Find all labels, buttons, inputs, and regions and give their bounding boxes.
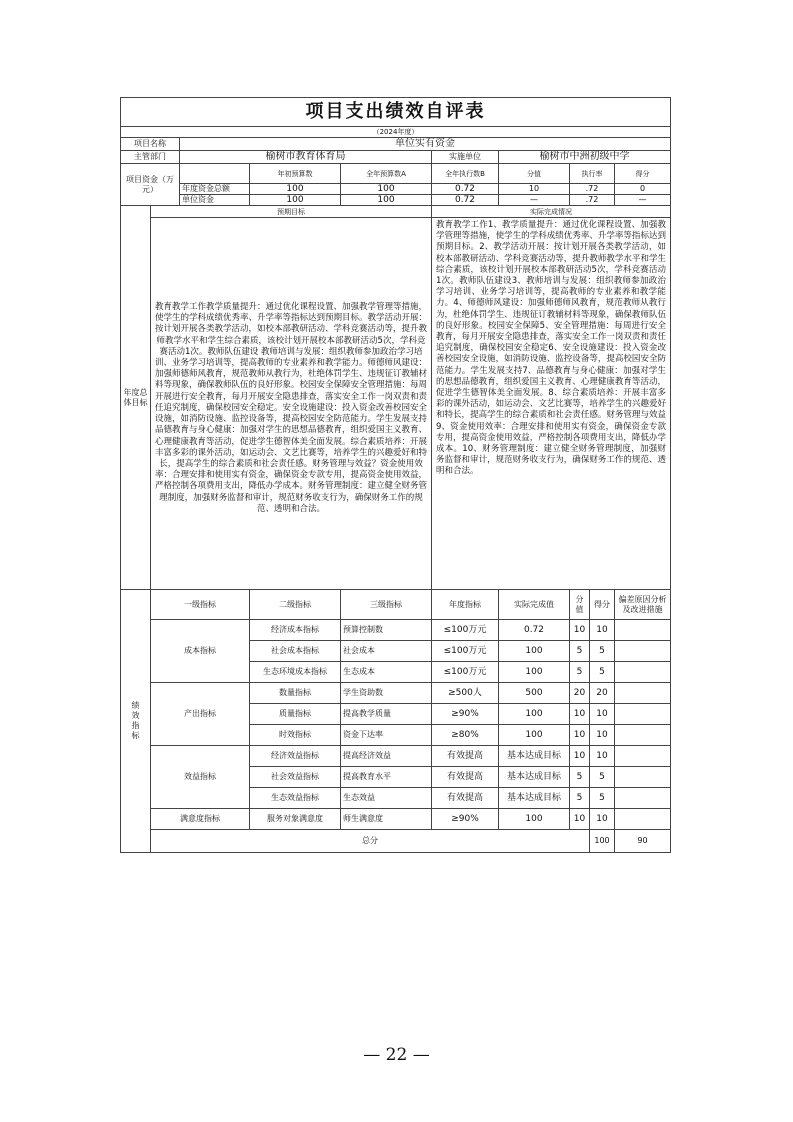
funds-row-annual: 100 <box>250 184 341 195</box>
level3-cell: 生态效益 <box>341 788 432 809</box>
level3-cell: 提高经济效益 <box>341 746 432 767</box>
header-score-value: 分值 <box>499 164 570 184</box>
level3-cell: 社会成本 <box>341 641 432 662</box>
total-row <box>121 830 671 853</box>
header-analysis: 偏差原因分析及改进措施 <box>615 590 671 620</box>
header-full-year-exec: 全年执行数B <box>432 164 499 184</box>
level2-cell: 服务对象满意度 <box>250 809 341 830</box>
funds-row-total <box>121 184 671 195</box>
funds-row-label: 单位资金 <box>180 195 250 206</box>
actual-cell: 100 <box>499 704 570 725</box>
funds-row-annual: 100 <box>250 195 341 206</box>
annual-cell: ≤100万元 <box>432 662 499 683</box>
actual-cell: 基本达成目标 <box>499 788 570 809</box>
actual-cell: 100 <box>499 641 570 662</box>
actual-cell: 500 <box>499 683 570 704</box>
indicator-row <box>121 809 671 830</box>
analysis-cell <box>615 746 671 767</box>
score-cell: 20 <box>590 683 615 704</box>
annual-goals-label: 年度总体目标 <box>121 206 151 590</box>
analysis-cell <box>615 641 671 662</box>
level2-cell: 经济成本指标 <box>250 620 341 641</box>
level2-cell: 经济效益指标 <box>250 746 341 767</box>
funds-row-score: — <box>615 195 671 206</box>
score-cell: 10 <box>590 725 615 746</box>
score-cell: 5 <box>590 662 615 683</box>
department-label: 主管部门 <box>121 151 180 164</box>
funds-row-value: 10 <box>499 184 570 195</box>
department-value: 榆树市教育体育局 <box>180 151 432 164</box>
value-cell: 5 <box>570 788 590 809</box>
funds-row-unit <box>121 195 671 206</box>
performance-table-sheet <box>120 97 670 853</box>
funds-row-rate: .72 <box>570 184 615 195</box>
analysis-cell <box>615 704 671 725</box>
analysis-cell <box>615 662 671 683</box>
level3-cell: 学生资助数 <box>341 683 432 704</box>
header-annual: 年度指标 <box>432 590 499 620</box>
analysis-cell <box>615 620 671 641</box>
analysis-cell <box>615 725 671 746</box>
score-cell: 5 <box>590 788 615 809</box>
value-cell: 10 <box>570 704 590 725</box>
funds-label: 项目资金（万元） <box>121 164 180 206</box>
score-cell: 10 <box>590 704 615 725</box>
actual-cell: 100 <box>499 809 570 830</box>
actual-cell: 100 <box>499 662 570 683</box>
annual-cell: ≥80% <box>432 725 499 746</box>
level1-benefit: 效益指标 <box>151 746 250 809</box>
indicator-row <box>121 620 671 641</box>
annual-cell: ≥90% <box>432 704 499 725</box>
value-cell: 5 <box>570 767 590 788</box>
level1-output: 产出指标 <box>151 683 250 746</box>
level1-satisfaction: 满意度指标 <box>151 809 250 830</box>
level2-cell: 生态效益指标 <box>250 788 341 809</box>
level3-cell: 生态成本 <box>341 662 432 683</box>
header-full-year-budget: 全年预算数A <box>341 164 432 184</box>
annual-cell: ≤100万元 <box>432 641 499 662</box>
analysis-cell <box>615 767 671 788</box>
total-score: 90 <box>615 830 671 853</box>
annual-cell: 有效提高 <box>432 767 499 788</box>
expected-goals-text: 教育教学工作教学质量提升：通过优化课程设置、加强教学管理等措施，使学生的学科成绩优秀率、升学率等指标达到预期目标。教学活动开展：按计划开展各类教学活动，如校本部教研活动、学科竞赛活动等，提升教师教学水平和学生综合素质，该校计划开展校本部教研活动5次，学科竞赛活动1次。教师队伍建设 教师培训与发展：组织教师参加政治学习培训、业务学习培训等，提高教师的专业素养和教学能力。师德师风建设：加强师德师风教育，规范教师从教行为，杜绝体罚学生、违规征订教辅材料等现象，确保教师队伍的良好形象。校园安全保障安全管理措施：每周开展进行安全教育，每月开展安全隐患排查，落实安全工作一岗双责和责任追究制度，确保校园安全稳定。安全设施建设：投入资金改善校园安全设施，如消防设施、监控设备等，提高校园安全防范能力。学生发展支持 品德教育与身心健康：加强对学生的思想品德教育，组织爱国主义教育、心理健康教育等活动，促进学生德智体美全面发展。综合素质培养：开展丰富多彩的课外活动，如运动会、文艺比赛等，培养学生的兴趣爱好和特长，提高学生的综合素质和社会责任感。财务管理与效益？资金使用效率：合理安排和使用实有资金，确保资金专款专用，提高资金使用效益，严格控制各项费用支出，降低办学成本。财务管理制度：建立健全财务管理制度，加强财务监督和审计，规范财务收支行为，确保财务工作的规范、透明和合法。 <box>151 218 432 590</box>
actual-cell: 基本达成目标 <box>499 767 570 788</box>
level2-cell: 社会成本指标 <box>250 641 341 662</box>
level2-cell: 时效指标 <box>250 725 341 746</box>
total-value: 100 <box>590 830 615 853</box>
annual-cell: ≥500人 <box>432 683 499 704</box>
level2-cell: 社会效益指标 <box>250 767 341 788</box>
annual-cell: 有效提高 <box>432 746 499 767</box>
total-label: 总分 <box>151 830 590 853</box>
actual-cell: 0.72 <box>499 620 570 641</box>
annual-cell: ≤100万元 <box>432 620 499 641</box>
project-name-label: 项目名称 <box>121 138 180 151</box>
level3-cell: 师生满意度 <box>341 809 432 830</box>
level2-cell: 生态环境成本指标 <box>250 662 341 683</box>
header-score: 得分 <box>615 164 671 184</box>
value-cell: 10 <box>570 746 590 767</box>
table-title: 项目支出绩效自评表 <box>121 98 671 127</box>
analysis-cell <box>615 809 671 830</box>
score-cell: 5 <box>590 641 615 662</box>
project-name-value: 单位实有资金 <box>180 138 671 151</box>
level2-cell: 质量指标 <box>250 704 341 725</box>
funds-row-exec: 0.72 <box>432 184 499 195</box>
funds-row-full: 100 <box>341 195 432 206</box>
header-level1: 一级指标 <box>151 590 250 620</box>
table-year: （2024年度） <box>121 127 671 138</box>
actual-completion-text: 教育教学工作1、教学质量提升：通过优化课程设置、加强教学管理等措施，使学生的学科成绩优秀率、升学率等指标达到预期目标。2、教学活动开展：按计划开展各类教学活动，如校本部教研活动、学科竞赛活动等，提升教师教学水平和学生综合素质，该校计划开展校本部教研活动5次，学科竞赛活动1次。教师队伍建设3、教师培训与发展：组织教师参加政治学习培训、业务学习培训等，提高教师的专业素养和教学能力。4、师德师风建设：加强师德师风教育，规范教师从教行为，杜绝体罚学生、违规征订教辅材料等现象，确保教师队伍的良好形象。校园安全保障5、安全管理措施：每周进行安全教育，每月开展安全隐患排查，落实安全工作一岗双责和责任追究制度，确保校园安全稳定6、安全设施建设：投入资金改善校园安全设施，如消防设施、监控设备等，提高校园安全防范能力。学生发展支持7、品德教育与身心健康：加强对学生的思想品德教育，组织爱国主义教育、心理健康教育等活动，促进学生德智体美全面发展。8、综合素质培养：开展丰富多彩的课外活动，如运动会、文艺比赛等，培养学生的兴趣爱好和特长，提高学生的综合素质和社会责任感。财务管理与效益9、资金使用效率：合理安排和使用实有资金，确保资金专款专用，提高资金使用效益，严格控制各项费用支出，降低办学成本。10、财务管理制度：建立健全财务管理制度，加强财务监督和审计，规范财务收支行为，确保财务工作的规范、透明和合法。 <box>432 218 671 590</box>
actual-cell: 基本达成目标 <box>499 746 570 767</box>
header-level3: 三级指标 <box>341 590 432 620</box>
page-number: — 22 — <box>363 1045 430 1065</box>
value-cell: 10 <box>570 620 590 641</box>
header-exec-rate: 执行率 <box>570 164 615 184</box>
score-cell: 10 <box>590 620 615 641</box>
value-cell: 5 <box>570 662 590 683</box>
score-cell: 10 <box>590 809 615 830</box>
header-actual: 实际完成值 <box>499 590 570 620</box>
actual-completion-header: 实际完成情况 <box>432 206 671 218</box>
analysis-cell <box>615 788 671 809</box>
indicator-row <box>121 683 671 704</box>
annual-cell: 有效提高 <box>432 788 499 809</box>
implementer-label: 实施单位 <box>432 151 499 164</box>
value-cell: 20 <box>570 683 590 704</box>
funds-header-blank <box>180 164 250 184</box>
implementer-value: 榆树市中洲初级中学 <box>499 151 671 164</box>
funds-row-value: — <box>499 195 570 206</box>
expected-goals-header: 预期目标 <box>151 206 432 218</box>
level3-cell: 预算控制数 <box>341 620 432 641</box>
funds-row-rate: .72 <box>570 195 615 206</box>
funds-row-score: 0 <box>615 184 671 195</box>
funds-row-exec: 0.72 <box>432 195 499 206</box>
value-cell: 10 <box>570 809 590 830</box>
level3-cell: 资金下达率 <box>341 725 432 746</box>
analysis-cell <box>615 683 671 704</box>
actual-cell: 100 <box>499 725 570 746</box>
performance-table <box>120 97 671 853</box>
header-annual-budget: 年初预算数 <box>250 164 341 184</box>
annual-cell: ≥90% <box>432 809 499 830</box>
value-cell: 5 <box>570 641 590 662</box>
indicator-row <box>121 746 671 767</box>
header-score: 得分 <box>590 590 615 620</box>
value-cell: 10 <box>570 725 590 746</box>
level1-cost: 成本指标 <box>151 620 250 683</box>
performance-indicators-label: 绩效指标 <box>121 590 151 853</box>
funds-row-full: 100 <box>341 184 432 195</box>
level3-cell: 提高教育水平 <box>341 767 432 788</box>
header-level2: 二级指标 <box>250 590 341 620</box>
level2-cell: 数量指标 <box>250 683 341 704</box>
score-cell: 5 <box>590 767 615 788</box>
header-value: 分值 <box>570 590 590 620</box>
level3-cell: 提高教学质量 <box>341 704 432 725</box>
score-cell: 10 <box>590 746 615 767</box>
funds-row-label: 年度资金总额 <box>180 184 250 195</box>
